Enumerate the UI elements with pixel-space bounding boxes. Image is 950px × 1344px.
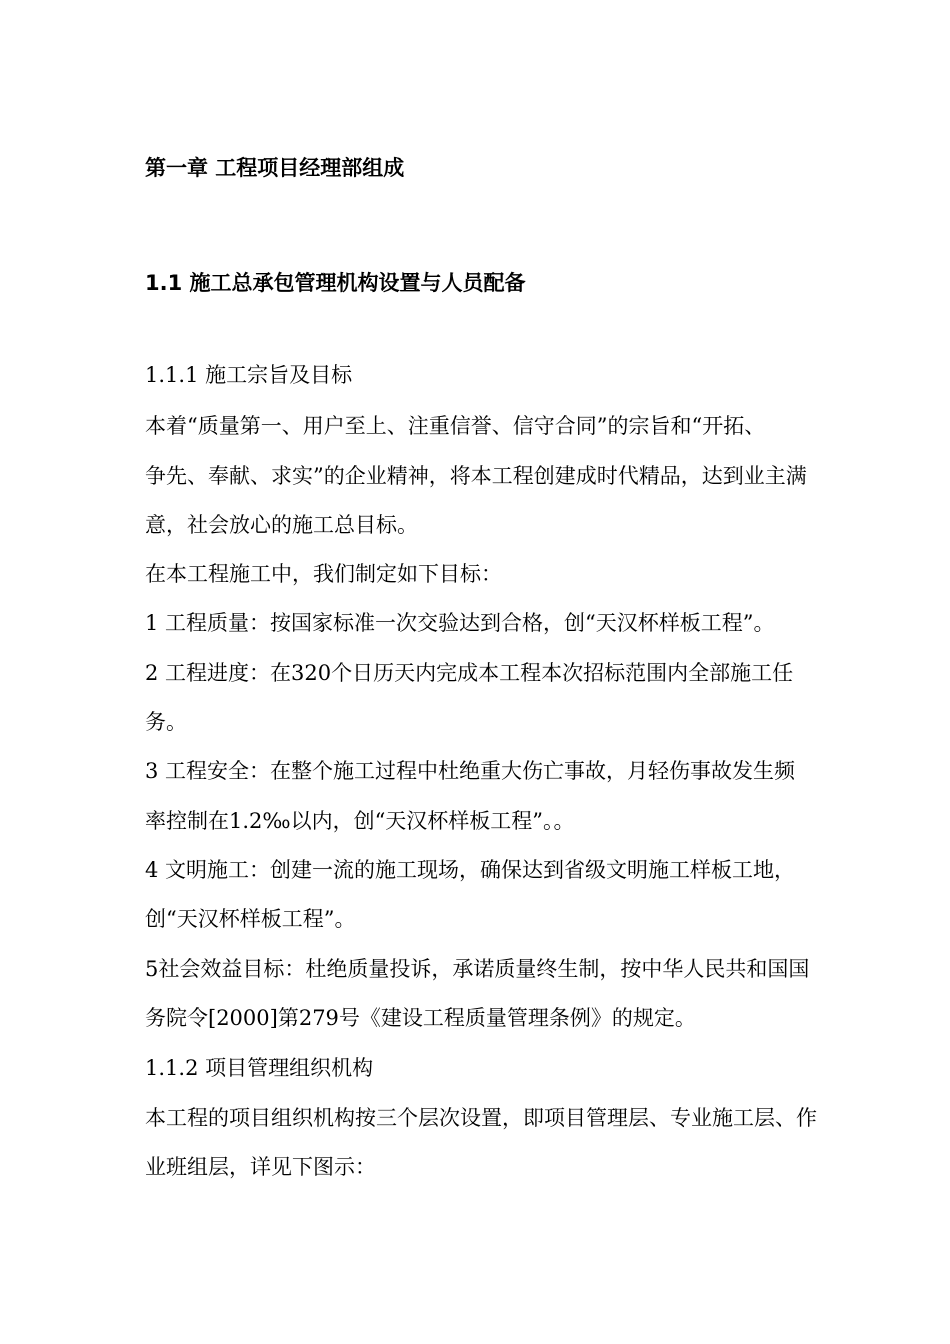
- goal-item-3: 3 工程安全：在整个施工过程中杜绝重大伤亡事故，月轻伤事故发生频: [145, 759, 796, 783]
- paragraph-line: 本工程的项目组织机构按三个层次设置，即项目管理层、专业施工层、作: [145, 1106, 817, 1130]
- goal-item-5-cont: 务院令[2000]第279号《建设工程质量管理条例》的规定。: [145, 1006, 696, 1030]
- subsection-title-2: 1.1.2 项目管理组织机构: [145, 1056, 374, 1080]
- goal-item-2: 2 工程进度：在320个日历天内完成本工程本次招标范围内全部施工任: [145, 661, 794, 685]
- goal-item-4: 4 文明施工：创建一流的施工现场，确保达到省级文明施工样板工地，: [145, 858, 796, 882]
- goal-item-3-cont: 率控制在1.2‰以内，创“天汉杯样板工程”。。: [145, 809, 575, 833]
- paragraph-line: 本着“质量第一、用户至上、注重信誉、信守合同”的宗旨和“开拓、: [145, 414, 766, 438]
- paragraph-line: 意，社会放心的施工总目标。: [145, 513, 418, 537]
- goal-item-5: 5社会效益目标：杜绝质量投诉，承诺质量终生制，按中华人民共和国国: [145, 957, 810, 981]
- goal-item-2-cont: 务。: [145, 710, 187, 734]
- paragraph-line: 业班组层，详见下图示：: [145, 1155, 376, 1179]
- chapter-title: 第一章 工程项目经理部组成: [145, 156, 405, 180]
- goal-item-1: 1 工程质量：按国家标准一次交验达到合格，创“天汉杯样板工程”。: [145, 611, 775, 635]
- goals-intro: 在本工程施工中，我们制定如下目标：: [145, 562, 502, 586]
- subsection-title-1: 1.1.1 施工宗旨及目标: [145, 363, 353, 387]
- paragraph-line: 争先、奉献、求实”的企业精神，将本工程创建成时代精品，达到业主满: [145, 464, 807, 488]
- goal-item-4-cont: 创“天汉杯样板工程”。: [145, 907, 356, 931]
- section-title: 1.1 施工总承包管理机构设置与人员配备: [145, 271, 526, 295]
